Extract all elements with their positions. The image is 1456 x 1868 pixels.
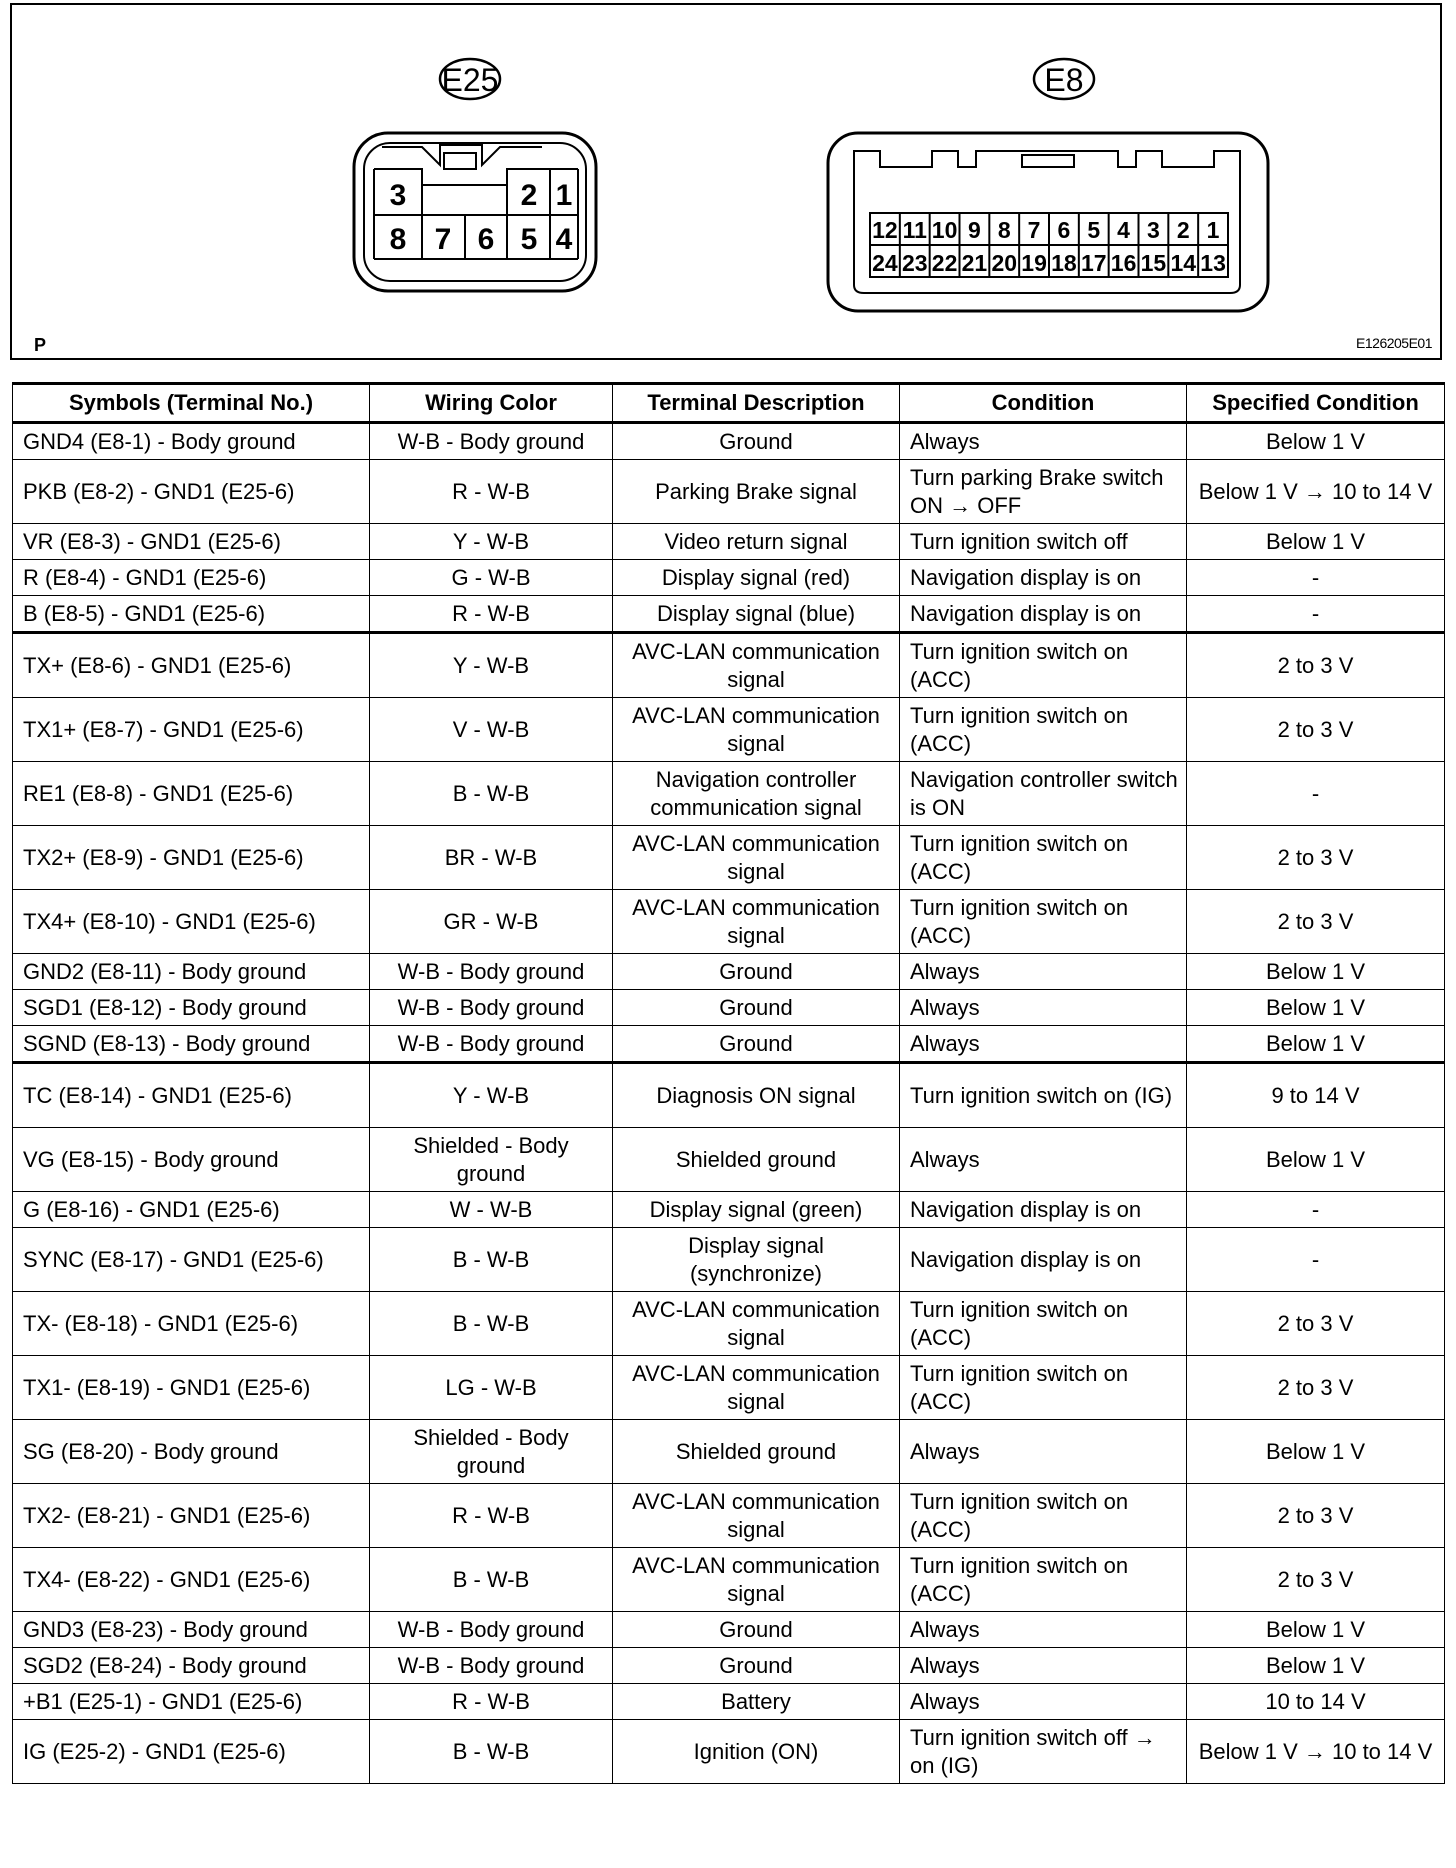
condition-cell: Turn ignition switch on (ACC) <box>900 1356 1187 1420</box>
wiring-color-cell: W-B - Body ground <box>370 1612 613 1648</box>
table-row <box>13 826 1445 890</box>
specified-condition-cell: - <box>1187 1192 1445 1228</box>
wiring-color-cell: V - W-B <box>370 698 613 762</box>
pin-number: 8 <box>389 223 407 256</box>
symbol-cell: SG (E8-20) - Body ground <box>13 1420 370 1484</box>
table-row <box>13 524 1445 560</box>
condition-cell: Always <box>900 1026 1187 1063</box>
pin-number: 22 <box>931 250 958 276</box>
table-row <box>13 890 1445 954</box>
description-cell: Shielded ground <box>613 1420 900 1484</box>
condition-cell: Turn ignition switch on (IG) <box>900 1063 1187 1128</box>
description-cell: Display signal (red) <box>613 560 900 596</box>
table-row <box>13 1684 1445 1720</box>
description-cell: Video return signal <box>613 524 900 560</box>
description-cell: Ignition (ON) <box>613 1720 900 1784</box>
terminal-spec-table <box>12 382 1445 1784</box>
wiring-color-cell: R - W-B <box>370 1484 613 1548</box>
table-row <box>13 762 1445 826</box>
wiring-color-cell: W-B - Body ground <box>370 423 613 460</box>
pin-number: 5 <box>1087 217 1101 243</box>
pin-number: 13 <box>1200 250 1226 276</box>
pin-number: 6 <box>1057 217 1071 243</box>
specified-condition-cell: 2 to 3 V <box>1187 698 1445 762</box>
table-row <box>13 1063 1445 1128</box>
pin-number: 2 <box>1176 217 1190 243</box>
condition-cell: Always <box>900 1648 1187 1684</box>
specified-condition-cell: Below 1 V <box>1187 423 1445 460</box>
table-body <box>13 423 1445 1784</box>
symbol-cell: SYNC (E8-17) - GND1 (E25-6) <box>13 1228 370 1292</box>
symbol-cell: PKB (E8-2) - GND1 (E25-6) <box>13 460 370 524</box>
condition-cell: Navigation display is on <box>900 1228 1187 1292</box>
description-cell: AVC-LAN communication signal <box>613 1484 900 1548</box>
table-row <box>13 1612 1445 1648</box>
pin-number: 4 <box>1117 217 1130 243</box>
symbol-cell: TX- (E8-18) - GND1 (E25-6) <box>13 1292 370 1356</box>
condition-cell: Always <box>900 1684 1187 1720</box>
pin-number: 18 <box>1051 250 1077 276</box>
specified-condition-cell: 2 to 3 V <box>1187 1356 1445 1420</box>
pin-number: 17 <box>1080 250 1107 276</box>
symbol-cell: GND3 (E8-23) - Body ground <box>13 1612 370 1648</box>
pin-number: 19 <box>1021 250 1047 276</box>
figure-code: E126205E01 <box>1356 335 1432 351</box>
wiring-color-cell: BR - W-B <box>370 826 613 890</box>
specified-condition-cell: - <box>1187 560 1445 596</box>
description-cell: AVC-LAN communication signal <box>613 698 900 762</box>
pin-number: 3 <box>389 179 407 212</box>
pin-number: 2 <box>520 179 538 212</box>
header-terminal-description: Terminal Description <box>613 384 900 423</box>
table-row <box>13 1720 1445 1784</box>
wiring-color-cell: Y - W-B <box>370 633 613 698</box>
table-row <box>13 460 1445 524</box>
pin-number: 1 <box>1206 217 1220 243</box>
specified-condition-cell: Below 1 V <box>1187 1612 1445 1648</box>
wiring-color-cell: Shielded - Body ground <box>370 1128 613 1192</box>
pin-number: 7 <box>434 223 452 256</box>
description-cell: Display signal (green) <box>613 1192 900 1228</box>
table-row <box>13 1356 1445 1420</box>
table-row <box>13 633 1445 698</box>
condition-cell: Turn ignition switch on (ACC) <box>900 1548 1187 1612</box>
specified-condition-cell: Below 1 V → 10 to 14 V <box>1187 460 1445 524</box>
header-symbols: Symbols (Terminal No.) <box>13 384 370 423</box>
table-row <box>13 1420 1445 1484</box>
symbol-cell: TX4+ (E8-10) - GND1 (E25-6) <box>13 890 370 954</box>
description-cell: Ground <box>613 423 900 460</box>
e8-label: E8 <box>1044 62 1084 98</box>
specified-condition-cell: - <box>1187 1228 1445 1292</box>
pin-number: 10 <box>931 217 958 243</box>
specified-condition-cell: - <box>1187 596 1445 633</box>
pin-number: 4 <box>555 223 573 256</box>
description-cell: Battery <box>613 1684 900 1720</box>
wiring-color-cell: R - W-B <box>370 596 613 633</box>
table-row <box>13 1648 1445 1684</box>
table-row <box>13 423 1445 460</box>
connector-figure <box>10 3 1442 360</box>
symbol-cell: G (E8-16) - GND1 (E25-6) <box>13 1192 370 1228</box>
specified-condition-cell: Below 1 V <box>1187 1026 1445 1063</box>
wiring-color-cell: W-B - Body ground <box>370 990 613 1026</box>
condition-cell: Navigation display is on <box>900 1192 1187 1228</box>
condition-cell: Navigation display is on <box>900 560 1187 596</box>
description-cell: AVC-LAN communication signal <box>613 1548 900 1612</box>
table-header-row <box>13 384 1445 423</box>
wiring-color-cell: W-B - Body ground <box>370 1648 613 1684</box>
wiring-color-cell: B - W-B <box>370 1720 613 1784</box>
symbol-cell: B (E8-5) - GND1 (E25-6) <box>13 596 370 633</box>
pin-number: 5 <box>520 223 538 256</box>
symbol-cell: R (E8-4) - GND1 (E25-6) <box>13 560 370 596</box>
specified-condition-cell: Below 1 V <box>1187 1128 1445 1192</box>
symbol-cell: SGD2 (E8-24) - Body ground <box>13 1648 370 1684</box>
symbol-cell: TX2- (E8-21) - GND1 (E25-6) <box>13 1484 370 1548</box>
specified-condition-cell: Below 1 V → 10 to 14 V <box>1187 1720 1445 1784</box>
wiring-color-cell: R - W-B <box>370 1684 613 1720</box>
connector-diagram <box>12 5 1444 362</box>
table-row <box>13 1228 1445 1292</box>
wiring-color-cell: Shielded - Body ground <box>370 1420 613 1484</box>
table-row <box>13 1292 1445 1356</box>
symbol-cell: RE1 (E8-8) - GND1 (E25-6) <box>13 762 370 826</box>
condition-cell: Always <box>900 954 1187 990</box>
symbol-cell: TX+ (E8-6) - GND1 (E25-6) <box>13 633 370 698</box>
symbol-cell: TC (E8-14) - GND1 (E25-6) <box>13 1063 370 1128</box>
symbol-cell: GND4 (E8-1) - Body ground <box>13 423 370 460</box>
wiring-color-cell: W-B - Body ground <box>370 1026 613 1063</box>
symbol-cell: VG (E8-15) - Body ground <box>13 1128 370 1192</box>
e25-connector <box>354 133 596 291</box>
condition-cell: Turn ignition switch off <box>900 524 1187 560</box>
wiring-color-cell: Y - W-B <box>370 524 613 560</box>
description-cell: Display signal (blue) <box>613 596 900 633</box>
wiring-color-cell: W-B - Body ground <box>370 954 613 990</box>
specified-condition-cell: 2 to 3 V <box>1187 826 1445 890</box>
wiring-color-cell: B - W-B <box>370 1228 613 1292</box>
specified-condition-cell: Below 1 V <box>1187 524 1445 560</box>
pin-number: 23 <box>901 250 928 276</box>
pin-number: 16 <box>1110 250 1137 276</box>
table-row <box>13 596 1445 633</box>
pin-number: 3 <box>1147 217 1160 243</box>
description-cell: AVC-LAN communication signal <box>613 890 900 954</box>
symbol-cell: VR (E8-3) - GND1 (E25-6) <box>13 524 370 560</box>
specified-condition-cell: 10 to 14 V <box>1187 1684 1445 1720</box>
table-row <box>13 1192 1445 1228</box>
figure-p-label: P <box>34 335 47 355</box>
pin-number: 15 <box>1140 250 1167 276</box>
symbol-cell: TX4- (E8-22) - GND1 (E25-6) <box>13 1548 370 1612</box>
specified-condition-cell: 2 to 3 V <box>1187 890 1445 954</box>
specified-condition-cell: Below 1 V <box>1187 954 1445 990</box>
condition-cell: Turn ignition switch on (ACC) <box>900 826 1187 890</box>
condition-cell: Turn ignition switch on (ACC) <box>900 633 1187 698</box>
table-row <box>13 954 1445 990</box>
header-specified-condition: Specified Condition <box>1187 384 1445 423</box>
e25-pins <box>390 179 573 256</box>
specified-condition-cell: Below 1 V <box>1187 1648 1445 1684</box>
condition-cell: Always <box>900 423 1187 460</box>
specified-condition-cell: Below 1 V <box>1187 990 1445 1026</box>
pin-number: 24 <box>872 250 898 276</box>
description-cell: AVC-LAN communication signal <box>613 633 900 698</box>
condition-cell: Always <box>900 1612 1187 1648</box>
header-wiring-color: Wiring Color <box>370 384 613 423</box>
pin-number: 7 <box>1027 217 1041 243</box>
wiring-color-cell: B - W-B <box>370 762 613 826</box>
wiring-color-cell: W - W-B <box>370 1192 613 1228</box>
symbol-cell: TX1- (E8-19) - GND1 (E25-6) <box>13 1356 370 1420</box>
description-cell: AVC-LAN communication signal <box>613 826 900 890</box>
condition-cell: Turn ignition switch off → on (IG) <box>900 1720 1187 1784</box>
description-cell: AVC-LAN communication signal <box>613 1356 900 1420</box>
wiring-color-cell: Y - W-B <box>370 1063 613 1128</box>
condition-cell: Turn ignition switch on (ACC) <box>900 698 1187 762</box>
specified-condition-cell: Below 1 V <box>1187 1420 1445 1484</box>
wiring-color-cell: G - W-B <box>370 560 613 596</box>
condition-cell: Turn ignition switch on (ACC) <box>900 1484 1187 1548</box>
pin-number: 11 <box>902 217 927 243</box>
pin-number: 8 <box>997 217 1011 243</box>
condition-cell: Turn ignition switch on (ACC) <box>900 890 1187 954</box>
pin-number: 12 <box>872 217 898 243</box>
specified-condition-cell: 2 to 3 V <box>1187 1484 1445 1548</box>
table-row <box>13 560 1445 596</box>
wiring-color-cell: B - W-B <box>370 1548 613 1612</box>
description-cell: Diagnosis ON signal <box>613 1063 900 1128</box>
condition-cell: Turn parking Brake switch ON → OFF <box>900 460 1187 524</box>
table-row <box>13 698 1445 762</box>
wiring-color-cell: LG - W-B <box>370 1356 613 1420</box>
pin-number: 21 <box>961 250 988 276</box>
description-cell: Shielded ground <box>613 1128 900 1192</box>
specified-condition-cell: 2 to 3 V <box>1187 1548 1445 1612</box>
symbol-cell: IG (E25-2) - GND1 (E25-6) <box>13 1720 370 1784</box>
pin-number: 9 <box>968 217 981 243</box>
description-cell: Display signal (synchronize) <box>613 1228 900 1292</box>
symbol-cell: +B1 (E25-1) - GND1 (E25-6) <box>13 1684 370 1720</box>
symbol-cell: GND2 (E8-11) - Body ground <box>13 954 370 990</box>
wiring-color-cell: B - W-B <box>370 1292 613 1356</box>
wiring-color-cell: R - W-B <box>370 460 613 524</box>
description-cell: Ground <box>613 1612 900 1648</box>
description-cell: Navigation controller communication signal <box>613 762 900 826</box>
description-cell: AVC-LAN communication signal <box>613 1292 900 1356</box>
description-cell: Ground <box>613 990 900 1026</box>
condition-cell: Turn ignition switch on (ACC) <box>900 1292 1187 1356</box>
description-cell: Ground <box>613 1648 900 1684</box>
condition-cell: Always <box>900 1128 1187 1192</box>
condition-cell: Always <box>900 990 1187 1026</box>
table-row <box>13 1484 1445 1548</box>
table-row <box>13 1026 1445 1063</box>
description-cell: Ground <box>613 1026 900 1063</box>
table-row <box>13 1548 1445 1612</box>
symbol-cell: SGND (E8-13) - Body ground <box>13 1026 370 1063</box>
pin-number: 20 <box>991 250 1018 276</box>
pin-number: 1 <box>555 179 573 212</box>
pin-number: 14 <box>1170 250 1197 276</box>
condition-cell: Navigation controller switch is ON <box>900 762 1187 826</box>
condition-cell: Navigation display is on <box>900 596 1187 633</box>
symbol-cell: TX1+ (E8-7) - GND1 (E25-6) <box>13 698 370 762</box>
specified-condition-cell: 9 to 14 V <box>1187 1063 1445 1128</box>
description-cell: Parking Brake signal <box>613 460 900 524</box>
specified-condition-cell: - <box>1187 762 1445 826</box>
condition-cell: Always <box>900 1420 1187 1484</box>
symbol-cell: TX2+ (E8-9) - GND1 (E25-6) <box>13 826 370 890</box>
symbol-cell: SGD1 (E8-12) - Body ground <box>13 990 370 1026</box>
specified-condition-cell: 2 to 3 V <box>1187 633 1445 698</box>
description-cell: Ground <box>613 954 900 990</box>
e25-label: E25 <box>441 62 499 98</box>
table-row <box>13 1128 1445 1192</box>
pin-number: 6 <box>477 223 495 256</box>
header-condition: Condition <box>900 384 1187 423</box>
table-row <box>13 990 1445 1026</box>
wiring-color-cell: GR - W-B <box>370 890 613 954</box>
specified-condition-cell: 2 to 3 V <box>1187 1292 1445 1356</box>
